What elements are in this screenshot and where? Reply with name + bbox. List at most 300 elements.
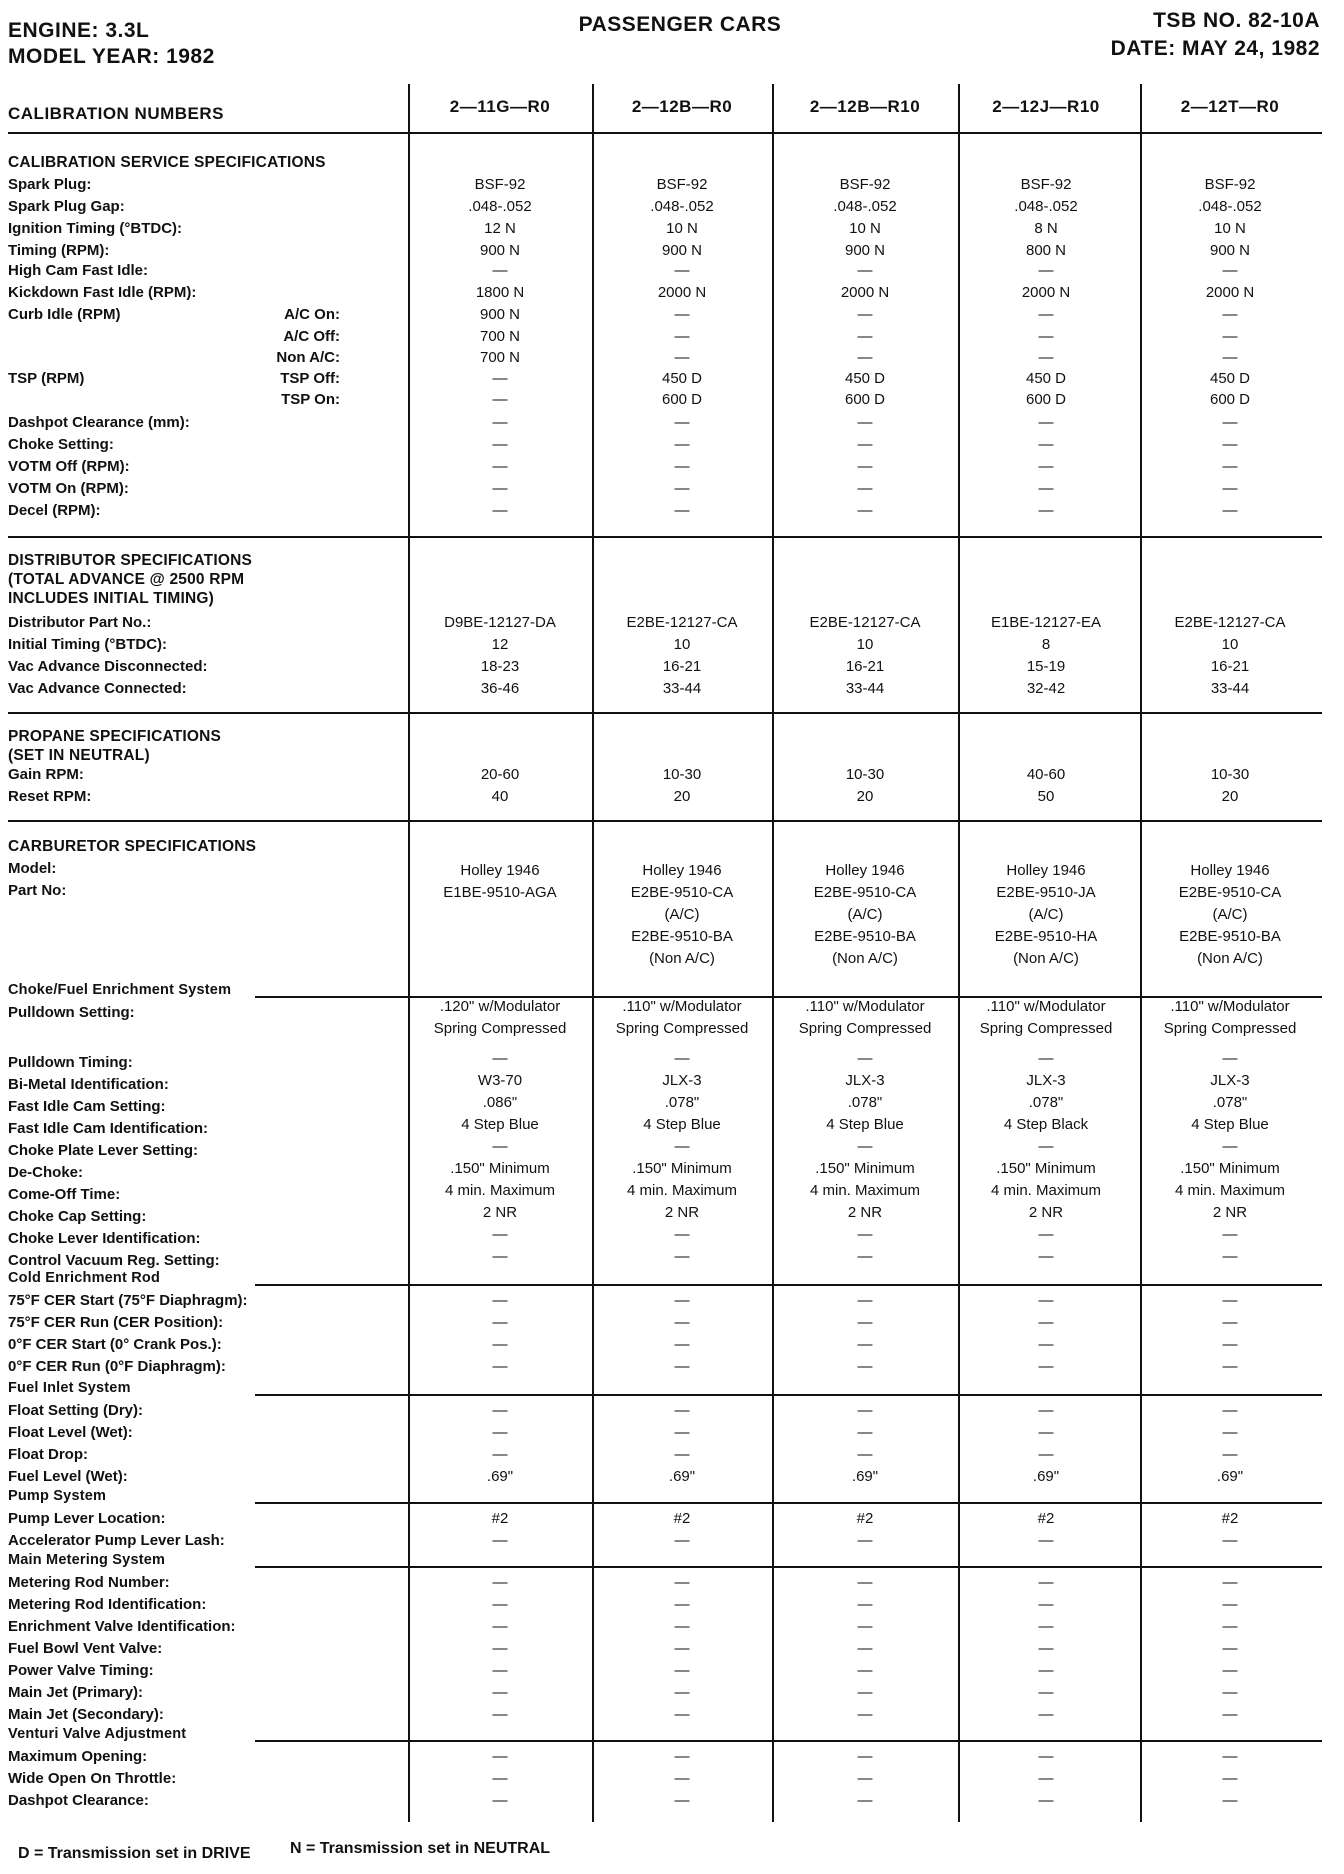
table-cell: — bbox=[1222, 1662, 1238, 1679]
row-label: Fast Idle Cam Identification: bbox=[8, 1120, 209, 1137]
table-cell: — bbox=[1038, 480, 1054, 497]
table-cell: — bbox=[1222, 1292, 1238, 1309]
table-cell: — bbox=[1038, 1050, 1054, 1067]
table-cell: — bbox=[1038, 1402, 1054, 1419]
section-title: CARBURETOR SPECIFICATIONS bbox=[8, 838, 257, 855]
subsection-title: Choke/Fuel Enrichment System bbox=[8, 982, 232, 998]
table-cell: Spring Compressed bbox=[433, 1020, 567, 1037]
table-cell: — bbox=[492, 1596, 508, 1613]
table-cell: 4 min. Maximum bbox=[626, 1182, 738, 1199]
table-cell: 1800 N bbox=[475, 284, 525, 301]
table-cell: BSF-92 bbox=[656, 176, 708, 193]
row-label: Ignition Timing (°BTDC): bbox=[8, 220, 183, 237]
table-cell: .69" bbox=[668, 1468, 696, 1485]
table-cell: 800 N bbox=[1025, 242, 1067, 259]
table-cell: BSF-92 bbox=[474, 176, 526, 193]
table-cell: 700 N bbox=[479, 349, 521, 366]
table-cell: 4 Step Blue bbox=[826, 1116, 904, 1133]
row-label: 0°F CER Run (0°F Diaphragm): bbox=[8, 1358, 226, 1375]
table-cell: — bbox=[1038, 414, 1054, 431]
row-label: Reset RPM: bbox=[8, 788, 92, 805]
table-cell: — bbox=[1222, 414, 1238, 431]
table-cell: D9BE-12127-DA bbox=[444, 614, 556, 631]
table-cell: — bbox=[492, 1618, 508, 1635]
table-cell: — bbox=[674, 458, 690, 475]
table-cell: (Non A/C) bbox=[1197, 950, 1263, 967]
subsection-title: Fuel Inlet System bbox=[8, 1380, 131, 1396]
table-cell: 18-23 bbox=[480, 658, 520, 675]
row-label: Pulldown Timing: bbox=[8, 1054, 133, 1071]
table-cell: .150" Minimum bbox=[815, 1160, 915, 1177]
table-cell: 50 bbox=[1037, 788, 1055, 805]
table-cell: — bbox=[674, 1336, 690, 1353]
table-cell: 4 Step Blue bbox=[461, 1116, 539, 1133]
table-cell: .150" Minimum bbox=[996, 1160, 1096, 1177]
table-cell: — bbox=[857, 1424, 873, 1441]
table-cell: — bbox=[1222, 1596, 1238, 1613]
row-label: Fuel Level (Wet): bbox=[8, 1468, 128, 1485]
table-cell: — bbox=[1222, 1684, 1238, 1701]
table-cell: BSF-92 bbox=[839, 176, 891, 193]
table-cell: — bbox=[674, 1748, 690, 1765]
table-cell: — bbox=[1222, 1706, 1238, 1723]
footer-neutral-note: N = Transmission set in NEUTRAL bbox=[290, 1840, 551, 1857]
table-cell: — bbox=[1222, 502, 1238, 519]
table-cell: — bbox=[857, 1358, 873, 1375]
table-cell: — bbox=[857, 1336, 873, 1353]
calibration-number-header: 2—12B—R10 bbox=[809, 97, 921, 116]
table-cell: — bbox=[492, 502, 508, 519]
table-cell: 33-44 bbox=[662, 680, 702, 697]
row-label: Gain RPM: bbox=[8, 766, 84, 783]
table-cell: — bbox=[492, 458, 508, 475]
table-cell: — bbox=[1222, 1314, 1238, 1331]
table-cell: — bbox=[1222, 1532, 1238, 1549]
divider bbox=[8, 536, 1322, 538]
row-label: Choke Setting: bbox=[8, 436, 114, 453]
table-cell: 600 D bbox=[1209, 391, 1251, 408]
row-label: Bi-Metal Identification: bbox=[8, 1076, 169, 1093]
table-cell: — bbox=[1038, 1684, 1054, 1701]
table-cell: 12 bbox=[491, 636, 509, 653]
row-label: Pulldown Setting: bbox=[8, 1004, 135, 1021]
row-label: Spark Plug: bbox=[8, 176, 92, 193]
table-cell: — bbox=[492, 1446, 508, 1463]
table-cell: 4 min. Maximum bbox=[990, 1182, 1102, 1199]
table-cell: — bbox=[1038, 1596, 1054, 1613]
table-cell: — bbox=[1222, 1640, 1238, 1657]
table-cell: — bbox=[1038, 306, 1054, 323]
table-cell: — bbox=[674, 1446, 690, 1463]
table-cell: — bbox=[1222, 1358, 1238, 1375]
table-cell: (A/C) bbox=[664, 906, 700, 923]
table-cell: .048-.052 bbox=[833, 198, 897, 215]
table-cell: 40-60 bbox=[1026, 766, 1066, 783]
row-sublabel: TSP On: bbox=[281, 391, 340, 408]
table-cell: (Non A/C) bbox=[649, 950, 715, 967]
row-label: Enrichment Valve Identification: bbox=[8, 1618, 236, 1635]
table-cell: 450 D bbox=[1025, 370, 1067, 387]
table-cell: 40 bbox=[491, 788, 509, 805]
table-cell: — bbox=[1222, 306, 1238, 323]
table-cell: — bbox=[492, 1574, 508, 1591]
table-cell: 4 Step Blue bbox=[1191, 1116, 1269, 1133]
table-cell: 12 N bbox=[484, 220, 516, 237]
table-cell: 4 Step Black bbox=[1003, 1116, 1089, 1133]
table-cell: 33-44 bbox=[845, 680, 885, 697]
table-cell: — bbox=[674, 1792, 690, 1809]
table-cell: BSF-92 bbox=[1204, 176, 1256, 193]
table-cell: — bbox=[492, 1748, 508, 1765]
table-cell: 10-30 bbox=[662, 766, 702, 783]
table-cell: .110" w/Modulator bbox=[805, 998, 925, 1015]
table-cell: — bbox=[1222, 1226, 1238, 1243]
table-cell: — bbox=[857, 1314, 873, 1331]
table-cell: — bbox=[857, 1248, 873, 1265]
model-year-label: MODEL YEAR: 1982 bbox=[8, 45, 215, 68]
table-cell: .110" w/Modulator bbox=[1170, 998, 1290, 1015]
table-cell: — bbox=[1038, 1336, 1054, 1353]
row-sublabel: Non A/C: bbox=[276, 349, 340, 366]
row-label: Fast Idle Cam Setting: bbox=[8, 1098, 166, 1115]
table-cell: Holley 1946 bbox=[1006, 862, 1086, 879]
table-cell: 2000 N bbox=[840, 284, 890, 301]
table-cell: — bbox=[857, 436, 873, 453]
tsb-number: TSB NO. 82-10A bbox=[1153, 9, 1320, 32]
table-cell: .048-.052 bbox=[468, 198, 532, 215]
row-label: Main Jet (Secondary): bbox=[8, 1706, 164, 1723]
table-cell: — bbox=[674, 1574, 690, 1591]
table-cell: — bbox=[492, 1706, 508, 1723]
table-cell: 10 bbox=[673, 636, 691, 653]
table-cell: .048-.052 bbox=[1014, 198, 1078, 215]
table-cell: — bbox=[674, 1402, 690, 1419]
table-cell: 20 bbox=[1221, 788, 1239, 805]
table-cell: — bbox=[857, 1618, 873, 1635]
table-cell: — bbox=[1222, 1748, 1238, 1765]
table-cell: — bbox=[674, 1358, 690, 1375]
row-label: Main Jet (Primary): bbox=[8, 1684, 144, 1701]
subsection-underline bbox=[255, 1502, 1322, 1504]
table-cell: — bbox=[857, 1532, 873, 1549]
table-cell: — bbox=[857, 1446, 873, 1463]
table-cell: — bbox=[857, 306, 873, 323]
section-title: DISTRIBUTOR SPECIFICATIONS bbox=[8, 552, 253, 569]
row-label: 0°F CER Start (0° Crank Pos.): bbox=[8, 1336, 222, 1353]
table-cell: — bbox=[674, 1292, 690, 1309]
subsection-title: Venturi Valve Adjustment bbox=[8, 1726, 187, 1742]
table-cell: — bbox=[674, 1770, 690, 1787]
table-cell: E2BE-9510-BA bbox=[1179, 928, 1281, 945]
table-cell: 20 bbox=[856, 788, 874, 805]
row-sublabel: A/C Off: bbox=[283, 328, 340, 345]
table-cell: Holley 1946 bbox=[460, 862, 540, 879]
table-cell: — bbox=[1038, 1358, 1054, 1375]
table-cell: 2 NR bbox=[1028, 1204, 1064, 1221]
table-cell: 4 min. Maximum bbox=[444, 1182, 556, 1199]
table-cell: — bbox=[674, 1050, 690, 1067]
table-cell: — bbox=[1038, 458, 1054, 475]
table-cell: JLX-3 bbox=[1210, 1072, 1250, 1089]
table-cell: — bbox=[674, 262, 690, 279]
table-cell: .120" w/Modulator bbox=[439, 998, 561, 1015]
table-cell: — bbox=[1038, 1640, 1054, 1657]
table-cell: 10 N bbox=[1214, 220, 1246, 237]
table-cell: — bbox=[857, 1574, 873, 1591]
table-cell: — bbox=[857, 1596, 873, 1613]
table-cell: 700 N bbox=[479, 328, 521, 345]
table-cell: 10 bbox=[1221, 636, 1239, 653]
table-cell: — bbox=[1038, 1706, 1054, 1723]
table-cell: — bbox=[492, 1314, 508, 1331]
table-cell: — bbox=[1222, 1770, 1238, 1787]
row-label: Maximum Opening: bbox=[8, 1748, 148, 1765]
table-cell: Spring Compressed bbox=[979, 1020, 1113, 1037]
table-cell: .110" w/Modulator bbox=[986, 998, 1106, 1015]
subsection-underline bbox=[255, 1566, 1322, 1568]
subsection-title: Pump System bbox=[8, 1488, 107, 1504]
row-label: Fuel Bowl Vent Valve: bbox=[8, 1640, 163, 1657]
table-cell: — bbox=[857, 1684, 873, 1701]
table-cell: 2 NR bbox=[847, 1204, 883, 1221]
table-cell: — bbox=[1038, 1532, 1054, 1549]
row-label: Kickdown Fast Idle (RPM): bbox=[8, 284, 197, 301]
table-cell: — bbox=[1222, 349, 1238, 366]
table-cell: — bbox=[1038, 1662, 1054, 1679]
table-cell: 600 D bbox=[1025, 391, 1067, 408]
table-cell: .048-.052 bbox=[650, 198, 714, 215]
table-cell: .69" bbox=[851, 1468, 879, 1485]
table-cell: — bbox=[674, 306, 690, 323]
table-cell: — bbox=[674, 1706, 690, 1723]
table-cell: .150" Minimum bbox=[632, 1160, 732, 1177]
table-cell: 10-30 bbox=[845, 766, 885, 783]
row-label: Wide Open On Throttle: bbox=[8, 1770, 177, 1787]
table-cell: JLX-3 bbox=[845, 1072, 885, 1089]
table-cell: — bbox=[492, 414, 508, 431]
table-cell: — bbox=[674, 349, 690, 366]
table-cell: 2 NR bbox=[664, 1204, 700, 1221]
table-cell: — bbox=[857, 1640, 873, 1657]
table-cell: #2 bbox=[673, 1510, 691, 1527]
table-cell: — bbox=[492, 1336, 508, 1353]
table-cell: — bbox=[857, 1292, 873, 1309]
table-cell: — bbox=[492, 1402, 508, 1419]
table-cell: — bbox=[674, 1532, 690, 1549]
table-cell: — bbox=[674, 480, 690, 497]
table-cell: E2BE-9510-CA bbox=[1178, 884, 1282, 901]
table-cell: — bbox=[857, 502, 873, 519]
row-label: Metering Rod Identification: bbox=[8, 1596, 207, 1613]
table-cell: W3-70 bbox=[477, 1072, 523, 1089]
row-label: Choke Lever Identification: bbox=[8, 1230, 201, 1247]
table-cell: — bbox=[1038, 1574, 1054, 1591]
table-cell: .078" bbox=[1212, 1094, 1248, 1111]
table-cell: 900 N bbox=[479, 306, 521, 323]
table-cell: 2 NR bbox=[1212, 1204, 1248, 1221]
table-cell: — bbox=[857, 1792, 873, 1809]
table-cell: — bbox=[857, 1748, 873, 1765]
table-cell: — bbox=[674, 1662, 690, 1679]
table-cell: Spring Compressed bbox=[1163, 1020, 1297, 1037]
table-cell: — bbox=[1038, 328, 1054, 345]
table-cell: — bbox=[1222, 1618, 1238, 1635]
table-cell: 600 D bbox=[844, 391, 886, 408]
table-cell: Holley 1946 bbox=[1190, 862, 1270, 879]
table-cell: (Non A/C) bbox=[832, 950, 898, 967]
calibration-number-header: 2—12J—R10 bbox=[992, 97, 1100, 116]
table-cell: — bbox=[492, 370, 508, 387]
table-cell: — bbox=[1222, 480, 1238, 497]
table-cell: — bbox=[857, 1402, 873, 1419]
table-cell: — bbox=[1222, 436, 1238, 453]
table-cell: — bbox=[1038, 1770, 1054, 1787]
table-cell: #2 bbox=[1037, 1510, 1055, 1527]
table-cell: — bbox=[492, 1138, 508, 1155]
divider bbox=[8, 820, 1322, 822]
table-cell: 2000 N bbox=[1021, 284, 1071, 301]
table-cell: — bbox=[492, 1684, 508, 1701]
table-cell: — bbox=[492, 1424, 508, 1441]
table-cell: 8 N bbox=[1034, 220, 1058, 237]
table-cell: E2BE-9510-HA bbox=[994, 928, 1098, 945]
row-label: Vac Advance Connected: bbox=[8, 680, 187, 697]
table-cell: #2 bbox=[1221, 1510, 1239, 1527]
calibration-numbers-label: CALIBRATION NUMBERS bbox=[8, 104, 225, 123]
row-label: High Cam Fast Idle: bbox=[8, 262, 149, 279]
table-cell: — bbox=[674, 1248, 690, 1265]
calibration-number-header: 2—12B—R0 bbox=[631, 97, 733, 116]
table-cell: (Non A/C) bbox=[1013, 950, 1079, 967]
table-cell: E2BE-12127-CA bbox=[626, 614, 738, 631]
row-label: Float Level (Wet): bbox=[8, 1424, 133, 1441]
row-label: Float Setting (Dry): bbox=[8, 1402, 143, 1419]
table-cell: BSF-92 bbox=[1020, 176, 1072, 193]
table-cell: Holley 1946 bbox=[642, 862, 722, 879]
row-label: Dashpot Clearance (mm): bbox=[8, 414, 190, 431]
row-label: Choke Plate Lever Setting: bbox=[8, 1142, 199, 1159]
table-cell: — bbox=[674, 1314, 690, 1331]
table-cell: — bbox=[1222, 1574, 1238, 1591]
calibration-number-header: 2—12T—R0 bbox=[1180, 97, 1280, 116]
row-label: Spark Plug Gap: bbox=[8, 198, 125, 215]
table-cell: .086" bbox=[482, 1094, 518, 1111]
calibration-number-header: 2—11G—R0 bbox=[449, 97, 551, 116]
table-cell: — bbox=[1038, 1292, 1054, 1309]
table-cell: — bbox=[857, 458, 873, 475]
table-cell: 16-21 bbox=[662, 658, 702, 675]
section-title: (TOTAL ADVANCE @ 2500 RPM bbox=[8, 571, 245, 588]
table-cell: 450 D bbox=[661, 370, 703, 387]
table-cell: — bbox=[674, 1684, 690, 1701]
tsb-date: DATE: MAY 24, 1982 bbox=[1110, 37, 1320, 60]
table-cell: 450 D bbox=[1209, 370, 1251, 387]
header-divider bbox=[8, 132, 1322, 134]
subsection-title: Main Metering System bbox=[8, 1552, 166, 1568]
table-cell: — bbox=[1038, 1248, 1054, 1265]
table-cell: 36-46 bbox=[480, 680, 520, 697]
row-label: Timing (RPM): bbox=[8, 242, 110, 259]
table-cell: 4 min. Maximum bbox=[1174, 1182, 1286, 1199]
subsection-title: Cold Enrichment Rod bbox=[8, 1270, 161, 1286]
table-cell: .078" bbox=[1028, 1094, 1064, 1111]
table-cell: — bbox=[857, 1706, 873, 1723]
table-cell: — bbox=[1038, 1792, 1054, 1809]
table-cell: — bbox=[492, 1226, 508, 1243]
table-cell: 4 min. Maximum bbox=[809, 1182, 921, 1199]
row-label: Choke Cap Setting: bbox=[8, 1208, 147, 1225]
table-cell: — bbox=[1222, 1336, 1238, 1353]
table-cell: 900 N bbox=[844, 242, 886, 259]
table-cell: — bbox=[492, 480, 508, 497]
table-cell: — bbox=[1038, 502, 1054, 519]
table-cell: E2BE-9510-CA bbox=[813, 884, 917, 901]
table-cell: — bbox=[1038, 1226, 1054, 1243]
table-cell: — bbox=[674, 414, 690, 431]
row-label: Part No: bbox=[8, 882, 67, 899]
table-cell: — bbox=[1038, 349, 1054, 366]
table-cell: — bbox=[674, 1640, 690, 1657]
subsection-underline bbox=[255, 1284, 1322, 1286]
table-cell: — bbox=[1222, 1138, 1238, 1155]
table-cell: #2 bbox=[491, 1510, 509, 1527]
row-label: 75°F CER Run (CER Position): bbox=[8, 1314, 224, 1331]
table-cell: E2BE-9510-JA bbox=[996, 884, 1096, 901]
section-title: PROPANE SPECIFICATIONS bbox=[8, 728, 222, 745]
row-label: Float Drop: bbox=[8, 1446, 88, 1463]
table-cell: 32-42 bbox=[1026, 680, 1066, 697]
table-cell: — bbox=[1038, 1424, 1054, 1441]
row-label: Curb Idle (RPM) bbox=[8, 306, 121, 323]
table-cell: 900 N bbox=[479, 242, 521, 259]
table-cell: JLX-3 bbox=[1026, 1072, 1066, 1089]
table-cell: 10 N bbox=[666, 220, 698, 237]
table-cell: — bbox=[1038, 436, 1054, 453]
table-cell: — bbox=[857, 262, 873, 279]
table-cell: — bbox=[1038, 1138, 1054, 1155]
table-cell: 16-21 bbox=[1210, 658, 1250, 675]
row-label: TSP (RPM) bbox=[8, 370, 85, 387]
table-cell: .150" Minimum bbox=[450, 1160, 550, 1177]
row-label: VOTM On (RPM): bbox=[8, 480, 129, 497]
table-cell: — bbox=[857, 328, 873, 345]
section-title: CALIBRATION SERVICE SPECIFICATIONS bbox=[8, 154, 326, 171]
table-cell: — bbox=[857, 1138, 873, 1155]
page-title: PASSENGER CARS bbox=[578, 13, 782, 36]
table-cell: — bbox=[1222, 1424, 1238, 1441]
row-label: Accelerator Pump Lever Lash: bbox=[8, 1532, 225, 1549]
subsection-underline bbox=[255, 1394, 1322, 1396]
table-cell: 600 D bbox=[661, 391, 703, 408]
table-cell: .69" bbox=[486, 1468, 514, 1485]
table-cell: — bbox=[1038, 1446, 1054, 1463]
table-cell: 16-21 bbox=[845, 658, 885, 675]
row-label: Control Vacuum Reg. Setting: bbox=[8, 1252, 220, 1269]
table-cell: E2BE-12127-CA bbox=[1174, 614, 1286, 631]
table-cell: — bbox=[1222, 1248, 1238, 1265]
table-cell: — bbox=[674, 1596, 690, 1613]
row-label: Power Valve Timing: bbox=[8, 1662, 154, 1679]
table-cell: E1BE-9510-AGA bbox=[443, 884, 557, 901]
table-cell: JLX-3 bbox=[662, 1072, 702, 1089]
table-cell: (A/C) bbox=[847, 906, 883, 923]
table-cell: — bbox=[674, 1618, 690, 1635]
table-cell: .69" bbox=[1216, 1468, 1244, 1485]
table-cell: Spring Compressed bbox=[798, 1020, 932, 1037]
row-label: VOTM Off (RPM): bbox=[8, 458, 130, 475]
row-label: Distributor Part No.: bbox=[8, 614, 152, 631]
table-cell: 33-44 bbox=[1210, 680, 1250, 697]
